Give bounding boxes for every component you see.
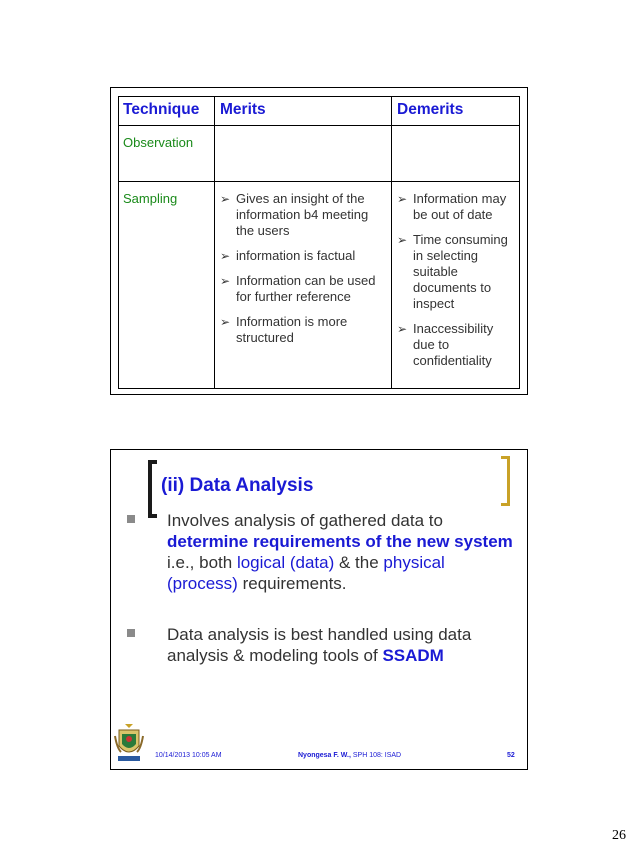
university-crest-icon	[113, 722, 145, 764]
header-demerits: Demerits	[397, 101, 464, 118]
square-bullet-icon	[127, 629, 135, 637]
arrow-bullet-icon: ➢	[397, 192, 408, 206]
list-item: ➢ Information may be out of date	[397, 191, 507, 222]
header-technique: Technique	[123, 101, 200, 118]
arrow-bullet-icon: ➢	[220, 192, 231, 206]
slide-title: (ii) Data Analysis	[161, 475, 314, 496]
slide-2	[110, 449, 528, 770]
list-item: ➢ Information can be used for further reference	[220, 273, 376, 304]
arrow-bullet-icon: ➢	[220, 274, 231, 288]
square-bullet-icon	[127, 515, 135, 523]
list-item: ➢ Gives an insight of the information b4 meeting the users	[220, 191, 369, 238]
arrow-bullet-icon: ➢	[397, 233, 408, 247]
arrow-bullet-icon: ➢	[220, 249, 231, 263]
arrow-bullet-icon: ➢	[220, 315, 231, 329]
slide-1	[110, 87, 528, 395]
header-merits: Merits	[220, 101, 266, 118]
footer-date: 10/14/2013 10:05 AM	[155, 752, 222, 759]
list-item: ➢ information is factual	[220, 248, 356, 263]
bullet-data-analysis-definition: Involves analysis of gathered data to determine requirements of the new system i.e., both logical (data) & the physical (process) requirements.	[127, 510, 517, 594]
page-number: 26	[612, 828, 626, 843]
comparison-table	[118, 96, 520, 389]
bullet-ssadm: Data analysis is best handled using data analysis & modeling tools of SSADM	[127, 624, 517, 666]
footer-slide-number: 52	[507, 752, 515, 759]
merits-list	[220, 191, 382, 355]
list-item: ➢ Inaccessibility due to confidentiality	[397, 321, 494, 368]
list-item: ➢ Time consuming in selecting suitable documents to inspect	[397, 232, 508, 311]
technique-sampling: Sampling	[123, 191, 178, 206]
technique-observation: Observation	[123, 135, 194, 150]
right-bracket-decoration	[501, 456, 510, 506]
footer-author: Nyongesa F. W., SPH 108: ISAD	[298, 752, 402, 759]
list-item: ➢ Information is more structured	[220, 314, 348, 345]
arrow-bullet-icon: ➢	[397, 322, 408, 336]
demerits-list	[397, 191, 517, 378]
